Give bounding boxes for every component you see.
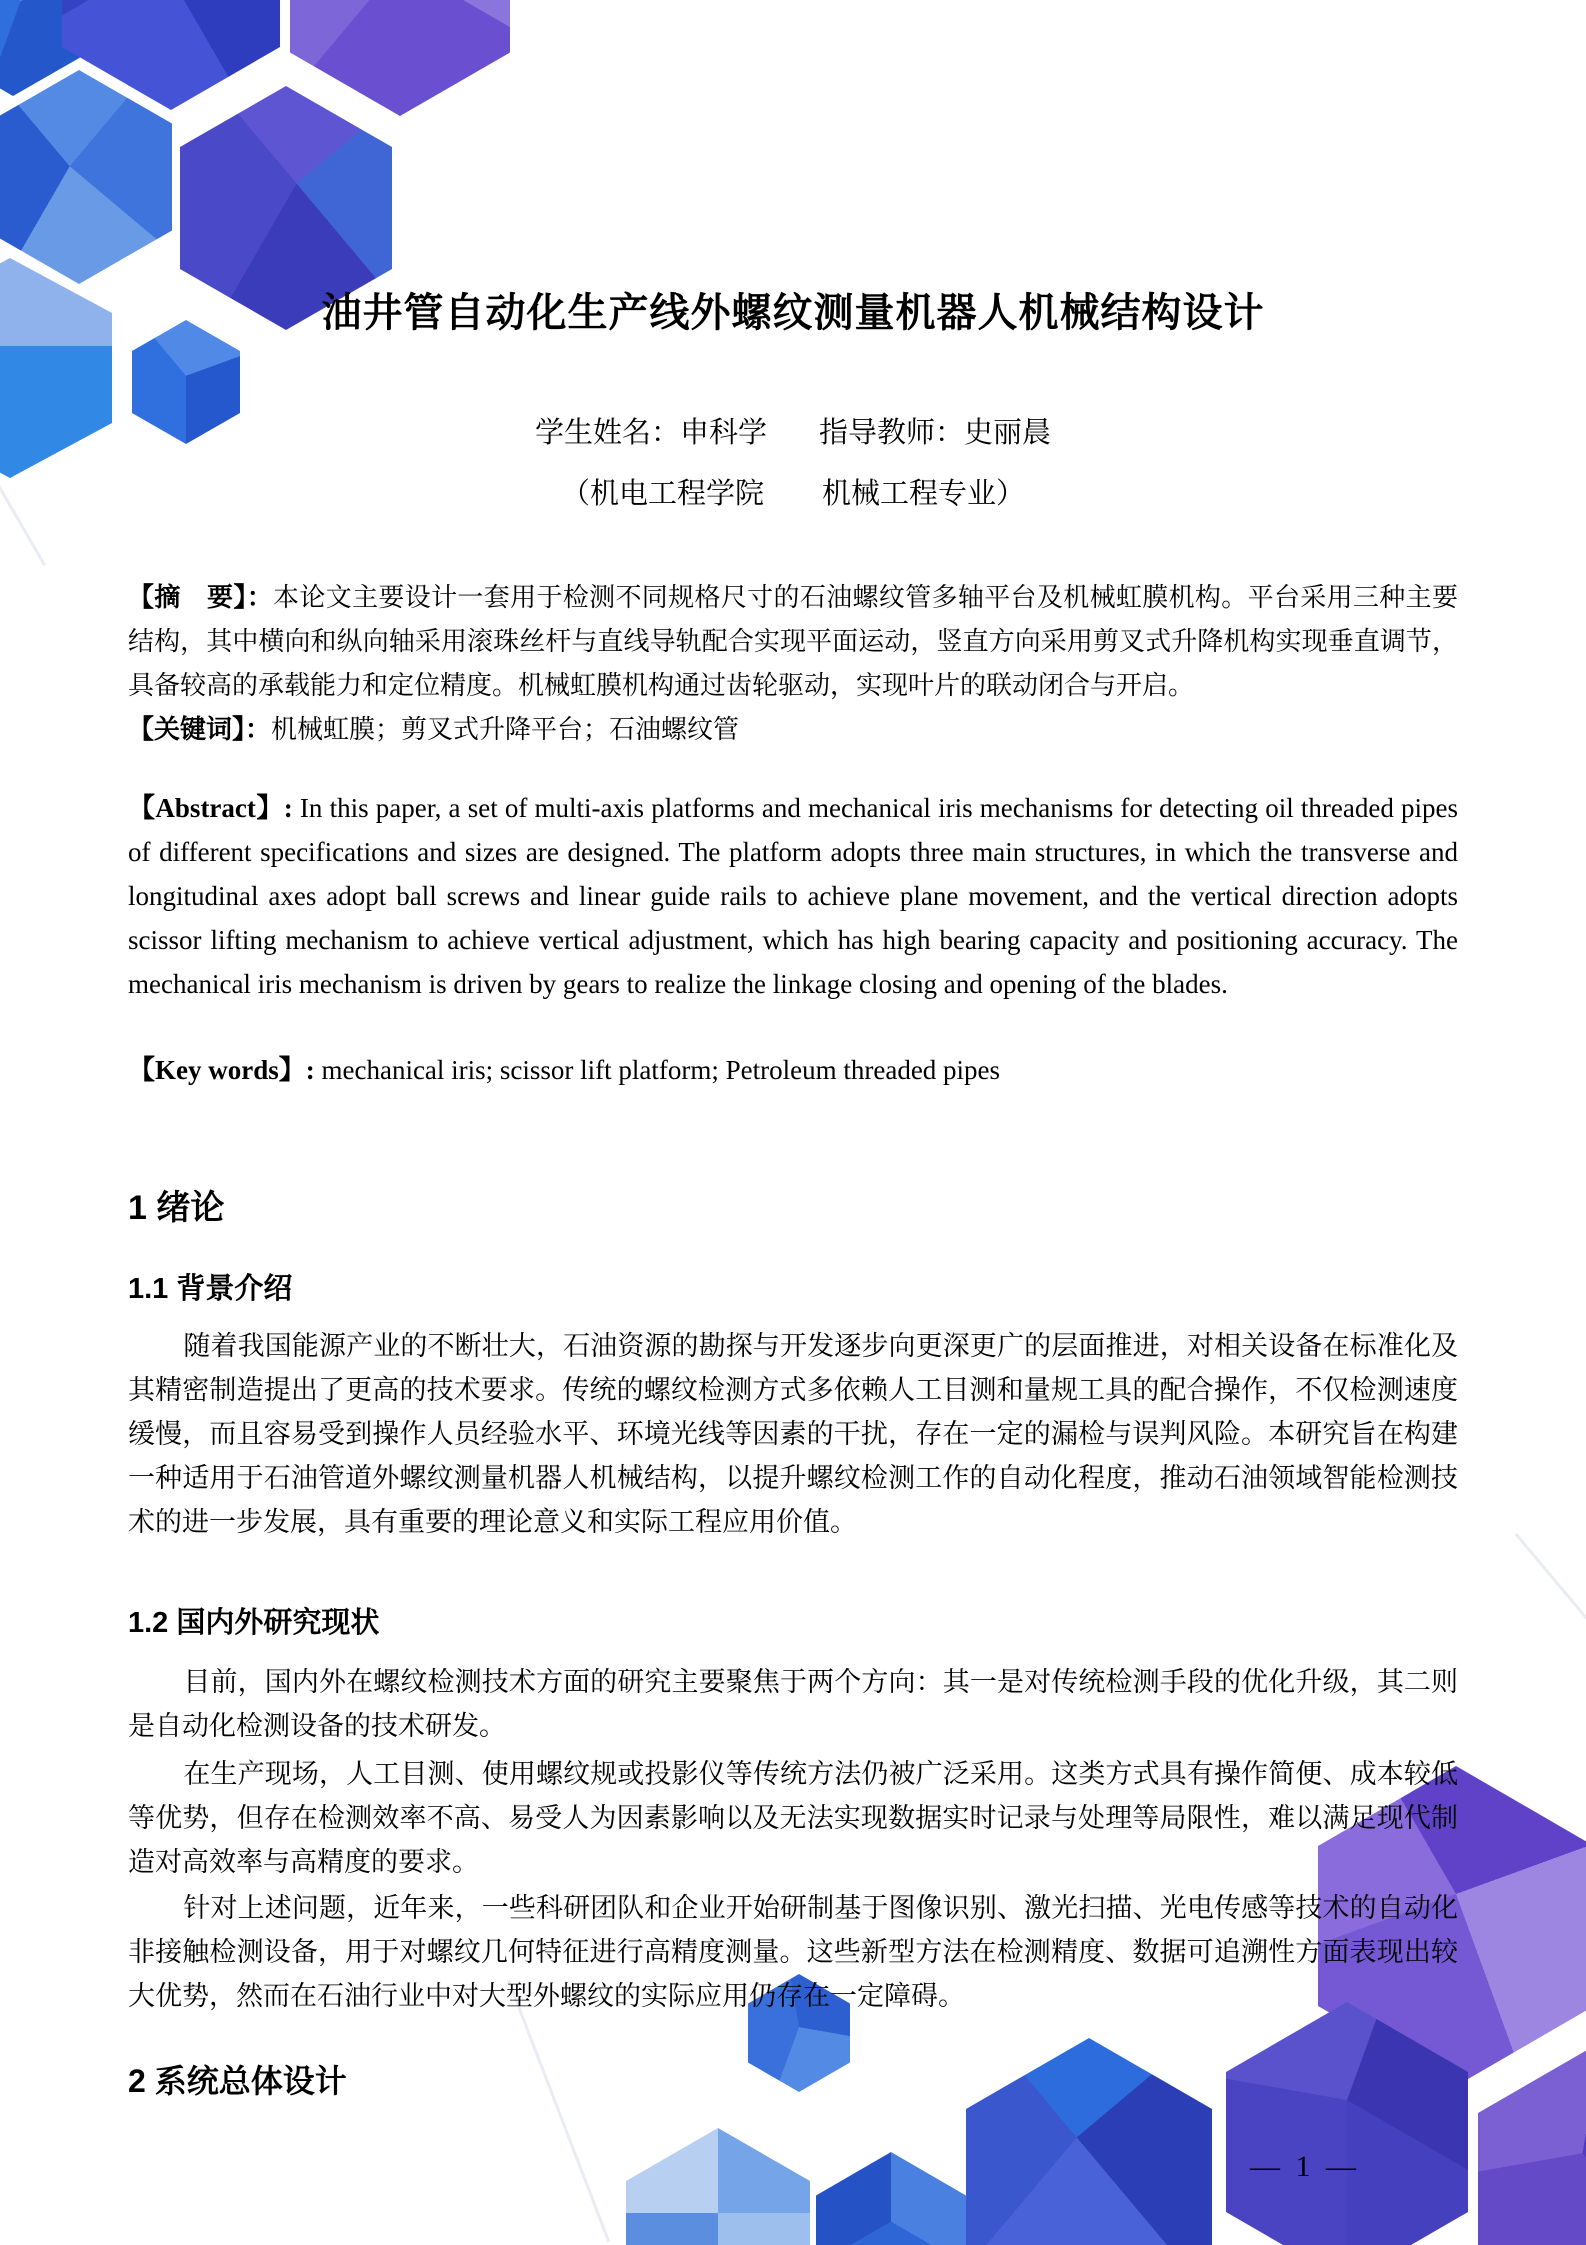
paragraph: 在生产现场，人工目测、使用螺纹规或投影仪等传统方法仍被广泛采用。这类方式具有操作简便、成本较低等优势，但存在检测效率不高、易受人为因素影响以及无法实现数据实时记录与处理等局限性，难以满足现代制造对高效率与高精度的要求。 — [128, 1759, 1458, 1877]
keywords-cn-text: 机械虹膜；剪叉式升降平台；石油螺纹管 — [271, 715, 740, 744]
keywords-en-label: 【Key words】: — [128, 1055, 322, 1085]
paragraph: 目前，国内外在螺纹检测技术方面的研究主要聚焦于两个方向：其一是对传统检测手段的优化升级，其二则是自动化检测设备的技术研发。 — [128, 1667, 1458, 1741]
abstract-cn — [128, 576, 1458, 708]
section-heading-1: 1 绪论 — [128, 1189, 225, 1227]
keywords-cn — [128, 708, 1458, 752]
section-heading-1-1: 1.1 背景介绍 — [128, 1273, 293, 1305]
page-number: — 1 — — [1250, 2150, 1360, 2183]
abstract-cn-block — [128, 576, 1458, 752]
page-title: 油井管自动化生产线外螺纹测量机器人机械结构设计 — [321, 291, 1265, 335]
abstract-en-block — [128, 786, 1458, 1006]
keywords-en — [128, 1048, 1458, 1087]
student-name: 学生姓名：申科学 — [534, 417, 767, 449]
abstract-en-label: 【Abstract】: — [128, 793, 300, 823]
byline — [0, 410, 1586, 451]
section-heading-1-2: 1.2 国内外研究现状 — [128, 1607, 380, 1639]
keywords-en-text: mechanical iris; scissor lift platform; Petroleum threaded pipes — [321, 1055, 1001, 1085]
advisor-name: 指导教师：史丽晨 — [819, 417, 1052, 449]
abstract-cn-label: 【摘 要】： — [128, 583, 274, 612]
abstract-en-text: In this paper, a set of multi-axis platforms and mechanical iris mechanisms for detecting oil threaded pipes of different specifications and sizes are designed. The platform adopts three main structures, in which the transverse and longitudinal axes adopt ball screws and linear guide rails to achieve plane movement, and the vertical direction adopts scissor lifting mechanism to achieve vertical adjustment, which has high bearing capacity and positioning accuracy. The mechanical iris mechanism is driven by gears to realize the linkage closing and opening of the blades. — [128, 793, 1458, 999]
section-heading-2: 2 系统总体设计 — [128, 2063, 347, 2099]
abstract-cn-text: 本论文主要设计一套用于检测不同规格尺寸的石油螺纹管多轴平台及机械虹膜机构。平台采用三种主要结构，其中横向和纵向轴采用滚珠丝杆与直线导轨配合实现平面运动，竖直方向采用剪叉式升降机构实现垂直调节，具备较高的承载能力和定位精度。机械虹膜机构通过齿轮驱动，实现叶片的联动闭合与开启。 — [128, 583, 1458, 700]
keywords-cn-label: 【关键词】： — [128, 715, 272, 744]
paragraph: 随着我国能源产业的不断壮大，石油资源的勘探与开发逐步向更深更广的层面推进，对相关设备在标准化及其精密制造提出了更高的技术要求。传统的螺纹检测方式多依赖人工目测和量规工具的配合操作，不仅检测速度缓慢，而且容易受到操作人员经验水平、环境光线等因素的干扰，存在一定的漏检与误判风险。本研究旨在构建一种适用于石油管道外螺纹测量机器人机械结构，以提升螺纹检测工作的自动化程度，推动石油领域智能检测技术的进一步发展，具有重要的理论意义和实际工程应用价值。 — [128, 1331, 1458, 1537]
paragraph: 针对上述问题，近年来，一些科研团队和企业开始研制基于图像识别、激光扫描、光电传感等技术的自动化非接触检测设备，用于对螺纹几何特征进行高精度测量。这些新型方法在检测精度、数据可追溯性方面表现出较大优势，然而在石油行业中对大型外螺纹的实际应用仍存在一定障碍。 — [128, 1893, 1458, 2011]
affiliation: （机电工程学院 机械工程专业） — [560, 478, 1025, 510]
abstract-en — [128, 786, 1458, 1006]
